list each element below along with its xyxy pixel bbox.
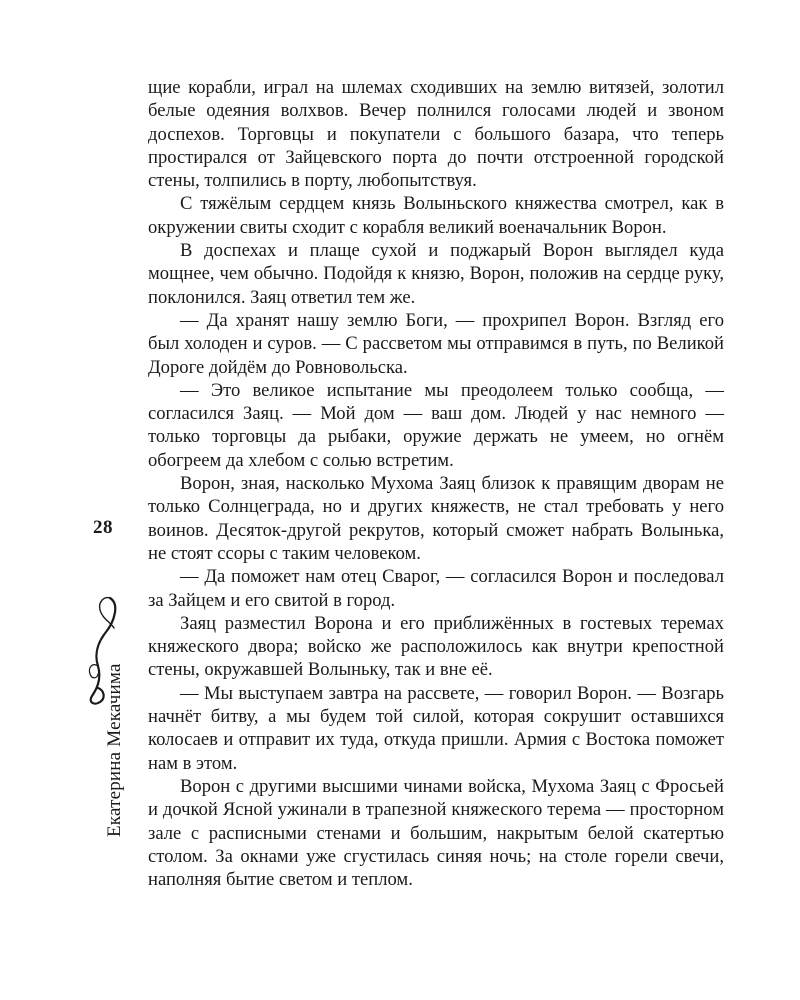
paragraph-1: щие корабли, играл на шлемах сходивших на землю витязей, золотил белые одеяния волхвов. Вечер полнился голосами людей и звоном доспехов. Торговцы и покупатели с большого базара, что теперь простирался от Зайцевского порта до почти отстроенной городской стены, толпились в порту, любопытствуя. xyxy=(148,77,724,192)
paragraph-3: В доспехах и плаще сухой и поджарый Ворон выглядел куда мощнее, чем обычно. Подойдя к князю, Ворон, положив на сердце руку, поклонился. Заяц ответил тем же. xyxy=(148,240,724,308)
paragraph-5: — Это великое испытание мы преодолеем только сообща, — согласился Заяц. — Мой дом — ваш дом. Людей у нас немного — только торговцы да рыбаки, оружие держать не умеем, но огнём обогреем да хлебом с солью встретим. xyxy=(148,379,724,471)
paragraph-8: Заяц разместил Ворона и его приближённых в гостевых теремах княжеского двора; войско же расположилось как внутри крепостной стены, окружавшей Волыньку, так и вне её. xyxy=(148,612,724,681)
paragraph-6: Ворон, зная, насколько Мухома Заяц близок к правящим дворам не только Солнцеграда, но и других княжеств, не стал требовать у него воинов. Десяток-другой рекрутов, который сможет набрать Волынька, не стоят ссоры с таким человеком. xyxy=(148,473,724,564)
paragraph-2: С тяжёлым сердцем князь Волыньского княжества смотрел, как в окружении свиты сходит с корабля великий военачальник Ворон. xyxy=(148,193,724,238)
paragraph-10: Ворон с другими высшими чинами войска, Мухома Заяц с Фросьей и дочкой Ясной ужинали в трапезной княжеского терема — просторном зале с расписными стенами и большим, накрытым белой скатертью столом. За окнами уже сгустилась синяя ночь; на столе горели свечи, наполняя бытие светом и теплом. xyxy=(148,775,724,891)
running-head-author: Екатерина Мекачима xyxy=(104,663,125,837)
page-number: 28 xyxy=(93,517,113,538)
paragraph-4: — Да хранят нашу землю Боги, — прохрипел Ворон. Взгляд его был холоден и суров. — С рассветом мы отправимся в путь, по Великой Дороге дойдём до Ровновольска. xyxy=(148,309,724,378)
paragraph-7: — Да поможет нам отец Сварог, — согласился Ворон и последовал за Зайцем и его свитой в город. xyxy=(148,566,724,611)
body-text xyxy=(148,76,724,891)
paragraph-9: — Мы выступаем завтра на рассвете, — говорил Ворон. — Возгарь начнёт битву, а мы будем той силой, которая сокрушит оставшихся колосаев и отправит их туда, откуда пришли. Армия с Востока поможет нам в этом. xyxy=(148,682,724,774)
